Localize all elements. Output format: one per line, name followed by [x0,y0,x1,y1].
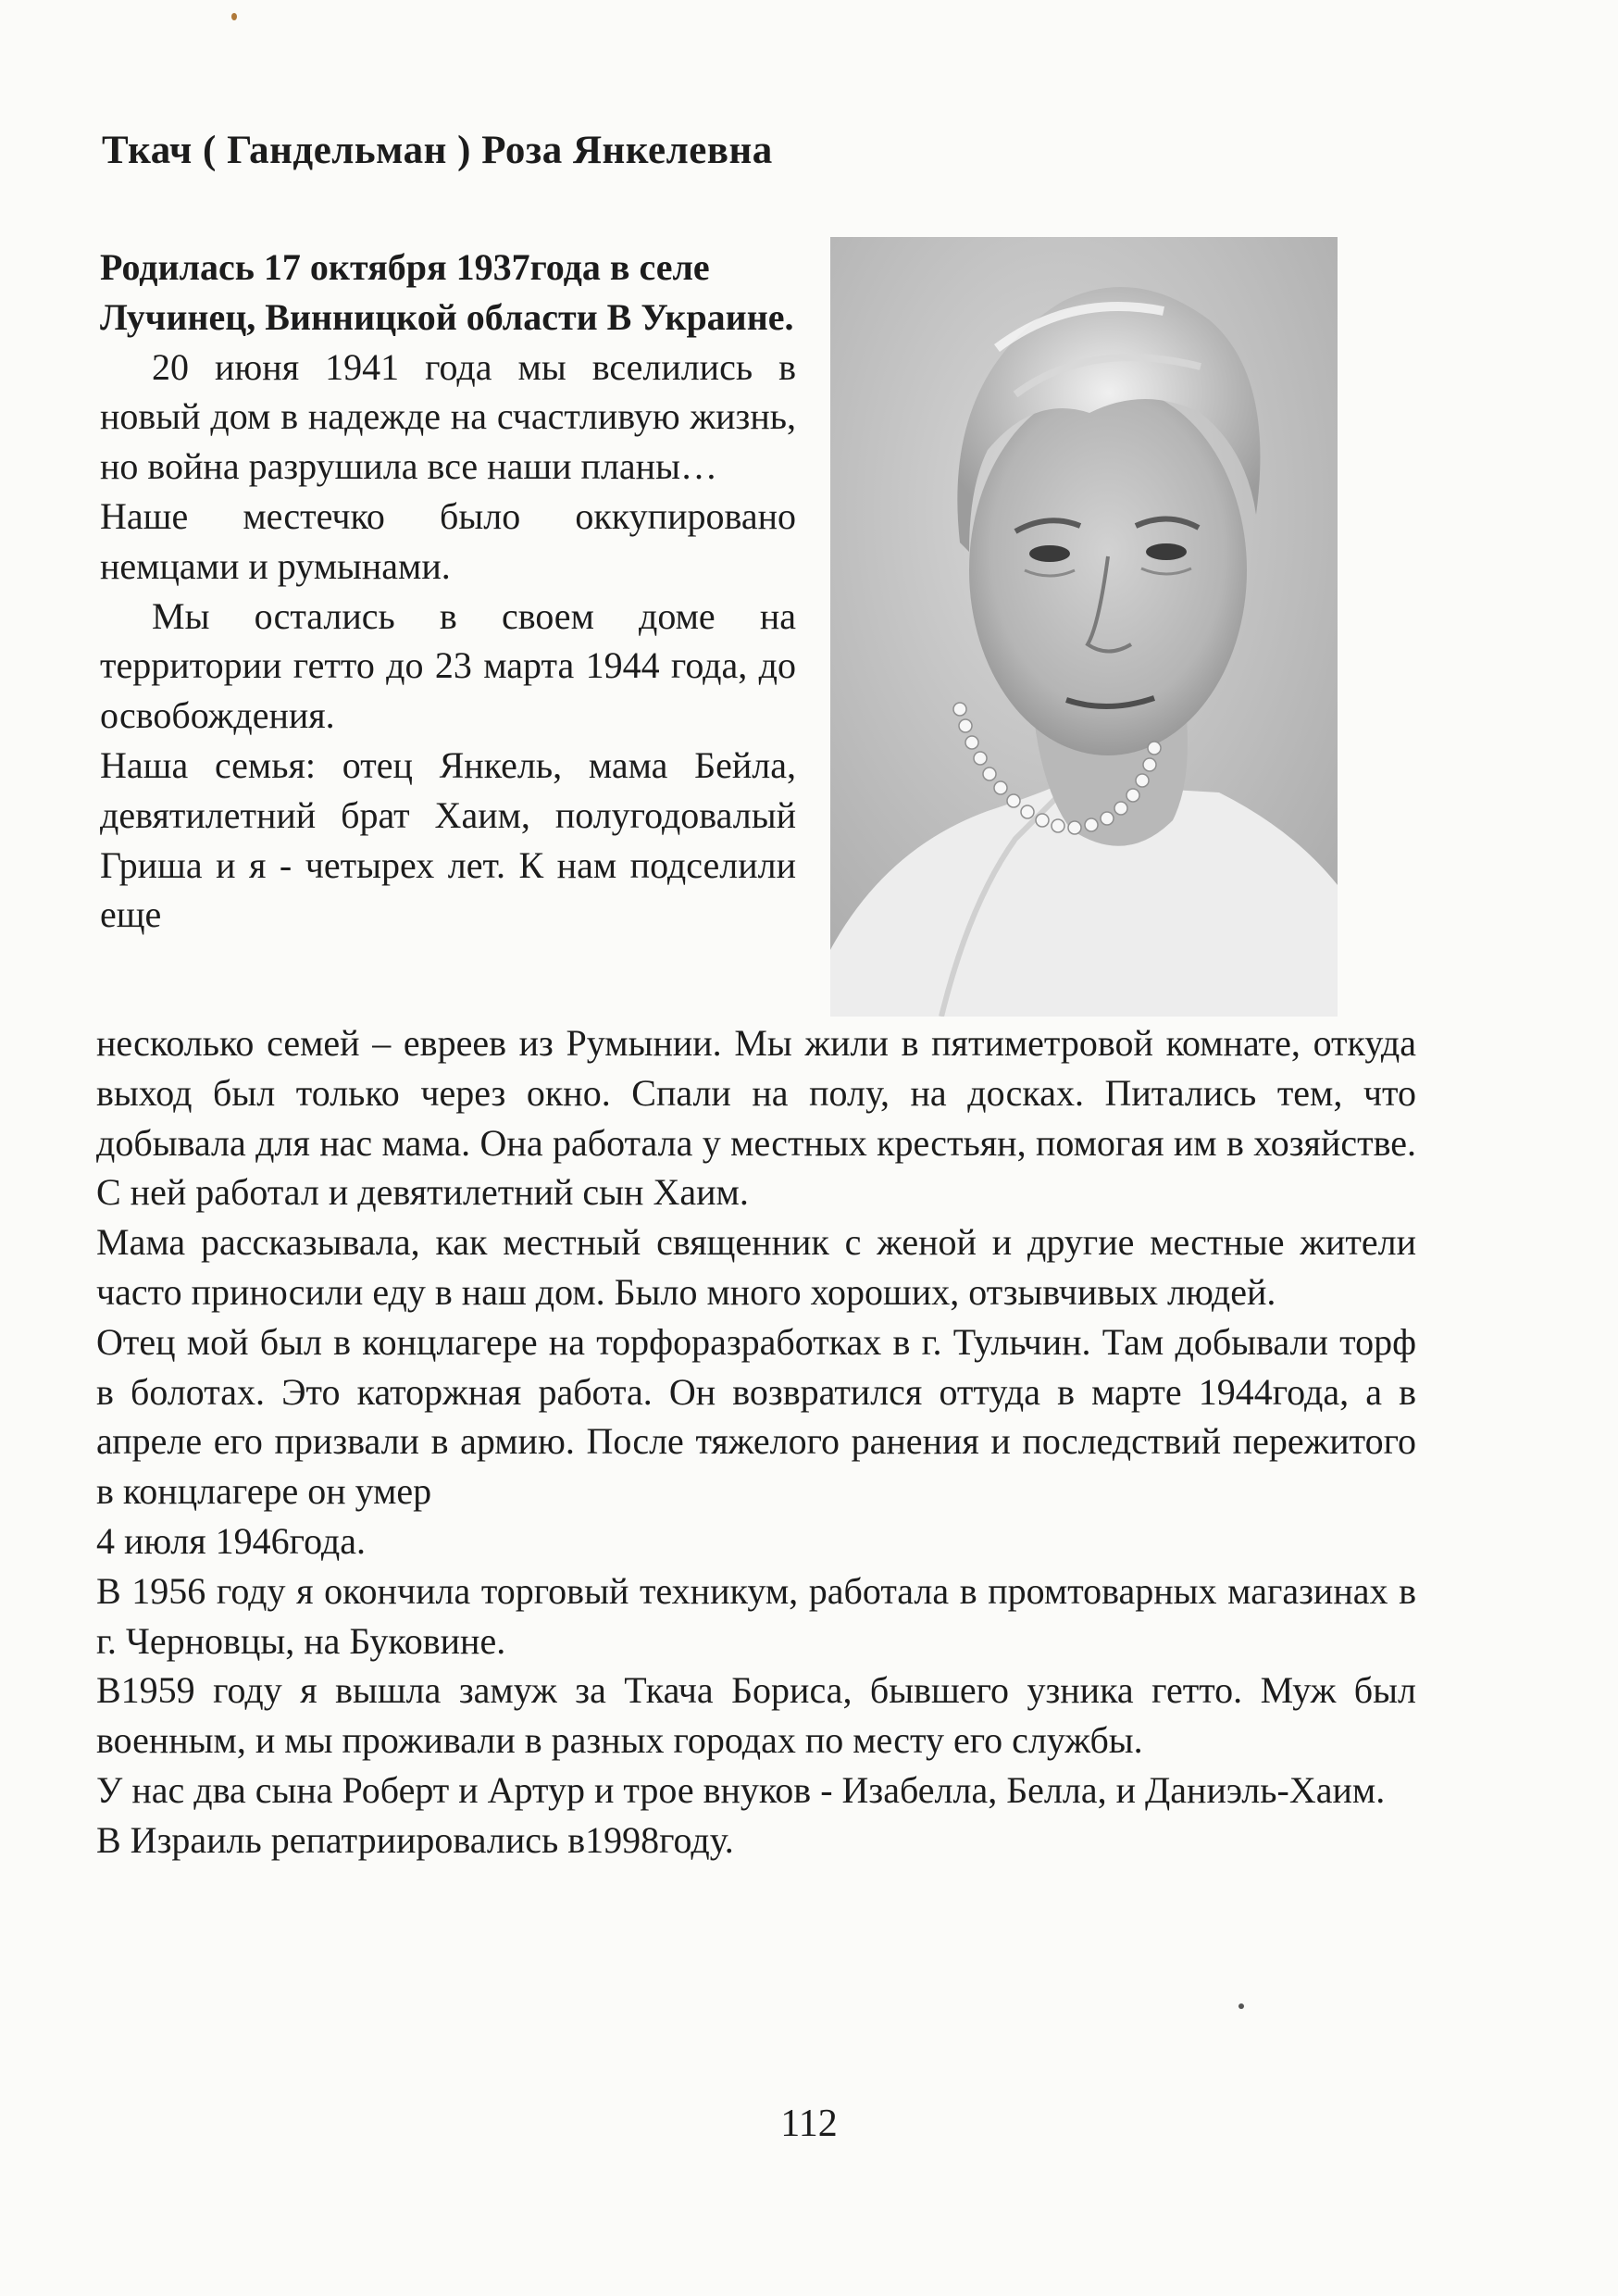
paragraph: Мы остались в своем доме на территории гетто до 23 марта 1944 года, до освобождения. [100,594,796,737]
paragraph: Мама рассказывала, как местный священник с женой и другие местные жители часто приносили еду в наш дом. Было много хороших, отзывчивых людей. [96,1221,1416,1313]
paragraph: У нас два сына Роберт и Артур и трое внуков - Изабелла, Белла, и Даниэль-Хаим. [96,1768,1386,1811]
page-number: 112 [780,2103,838,2145]
paper-speck [231,13,237,20]
paragraph: Наше местечко было оккупировано немцами и румынами. [100,494,796,587]
paper-speck [1238,2003,1244,2009]
paragraph: несколько семей – евреев из Румынии. Мы жили в пятиметровой комнате, откуда выход был только через окно. Спали на полу, на досках. Питались тем, что добывала для нас мама. Она работала у местных крестьян, помогая им в хозяйстве. С ней работал и девятилетний сын Хаим. [96,1022,1416,1214]
paragraph: Отец мой был в концлагере на торфоразработках в г. Тульчин. Там добывали торф в болотах. Это каторжная работа. Он возвратился оттуда в марте 1944года, а в апреле его призвали в армию. После тяжелого ранения и последствий пережитого в концлагере он умер [96,1320,1416,1513]
paragraph: В Израиль репатриировались в1998году. [96,1818,734,1861]
body-text [96,1018,1416,1866]
intro-column [100,243,796,940]
paragraph: В 1956 году я окончила торговый техникум, работала в промтоварных магазинах в г. Черновцы, на Буковине. [96,1569,1416,1662]
birth-info: Родилась 17 октября 1937года в селе Лучинец, Винницкой области В Украине. [100,246,794,338]
paragraph: 20 июня 1941 года мы вселились в новый дом в надежде на счастливую жизнь, но война разрушила все наши планы… [100,345,796,488]
paragraph: 4 июля 1946года. [96,1519,367,1562]
paragraph: Наша семья: отец Янкель, мама Бейла, девятилетний брат Хаим, полугодовалый Гриша и я - четырех лет. К нам подселили еще [100,743,796,936]
paragraph: В1959 году я вышла замуж за Ткача Бориса, бывшего узника гетто. Муж был военным, и мы проживали в разных городах по месту его службы. [96,1669,1416,1762]
portrait-photo [830,237,1338,1017]
page-title: Ткач ( Гандельман ) Роза Янкелевна [102,129,773,172]
